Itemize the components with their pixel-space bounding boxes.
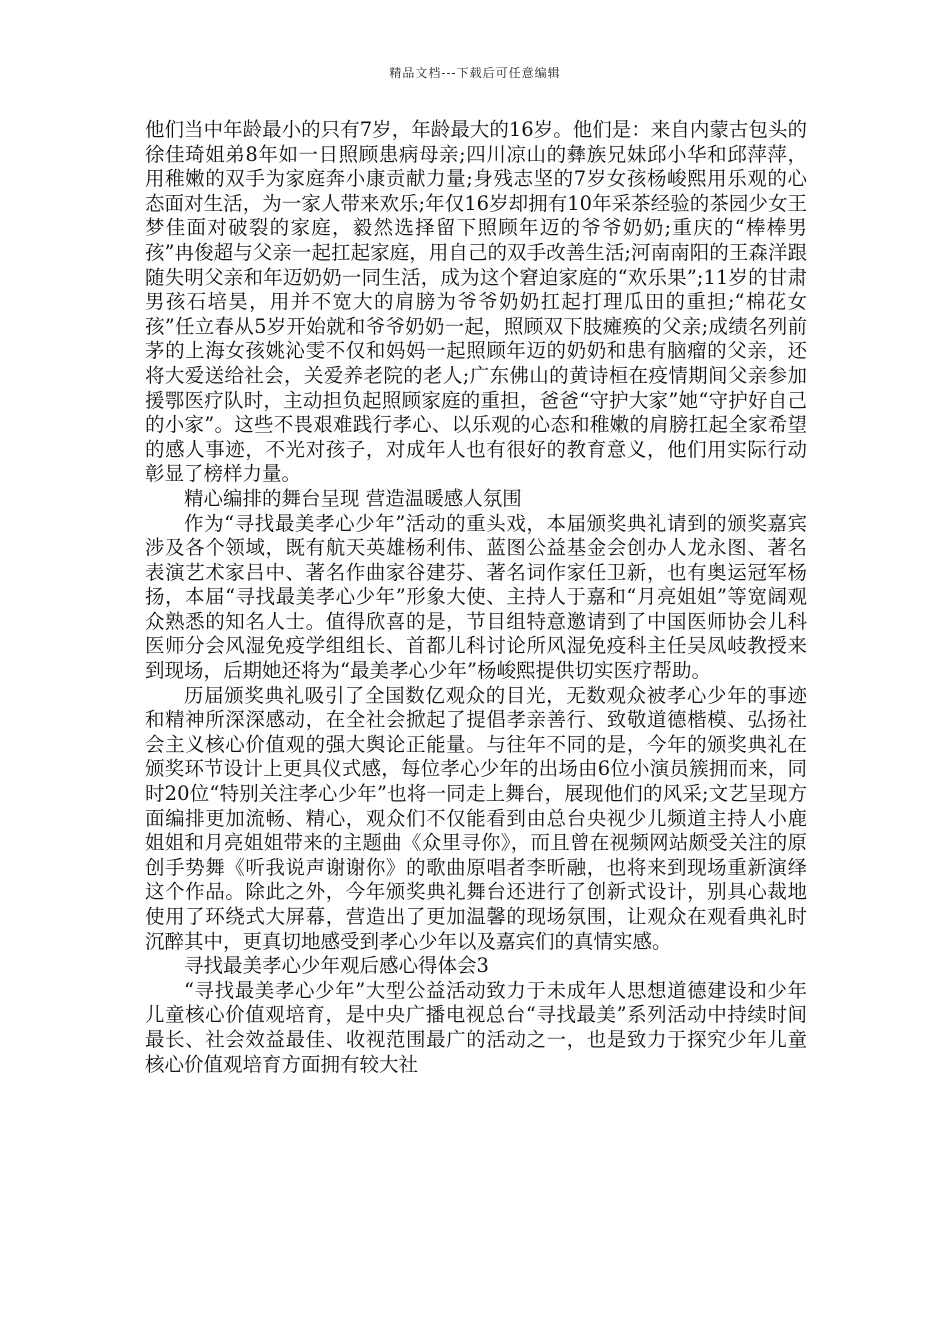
paragraph-1: 他们当中年龄最小的只有7岁，年龄最大的16岁。他们是：来自内蒙古包头的徐佳琦姐弟8年如一日照顾患病母亲;四川凉山的彝族兄妹邱小华和邱萍萍，用稚嫩的双手为家庭奔小康贡献力量;身残志坚的7岁女孩杨峻熙用乐观的心态面对生活，为一家人带来欢乐;年仅16岁却拥有10年采茶经验的茶园少女王梦佳面对破裂的家庭，毅然选择留下照顾年迈的爷爷奶奶;重庆的“棒棒男孩”冉俊超与父亲一起扛起家庭，用自己的双手改善生活;河南南阳的王森洋跟随失明父亲和年迈奶奶一同生活，成为这个窘迫家庭的“欢乐果”;11岁的甘肃男孩石培昊，用并不宽大的肩膀为爷爷奶奶扛起打理瓜田的重担;“棉花女孩”任立春从5岁开始就和爷爷奶奶一起，照顾双下肢瘫痪的父亲;成绩名列前茅的上海女孩姚沁雯不仅和妈妈一起照顾年迈的奶奶和患有脑瘤的父亲，还将大爱送给社会，关爱养老院的老人;广东佛山的黄诗桓在疫情期间父亲参加援鄂医疗队时，主动担负起照顾家庭的重担，爸爸“守护大家”她“守护好自己的小家”。这些不畏艰难践行孝心、以乐观的心态和稚嫩的肩膀扛起全家希望的感人事迹，不光对孩子，对成年人也有很好的教育意义，他们用实际行动彰显了榜样力量。: [145, 118, 807, 486]
section-heading-2: 寻找最美孝心少年观后感心得体会3: [184, 954, 489, 978]
paragraph-2: 作为“寻找最美孝心少年”活动的重头戏，本届颁奖典礼请到的颁奖嘉宾涉及各个领域，既有航天英雄杨利伟、蓝图公益基金会创办人龙永图、著名表演艺术家吕中、著名作曲家谷建芬、著名词作家任卫新，也有奥运冠军杨扬，本届“寻找最美孝心少年”形象大使、主持人于嘉和“月亮姐姐”等宽阔观众熟悉的知名人士。值得欣喜的是，节目组特意邀请到了中国医师协会儿科医师分会风湿免疫学组组长、首都儿科讨论所风湿免疫科主任吴凤岐教授来到现场，后期她还将为“最美孝心少年”杨峻熙提供切实医疗帮助。: [145, 511, 807, 683]
paragraph-3: 历届颁奖典礼吸引了全国数亿观众的目光，无数观众被孝心少年的事迹和精神所深深感动，在全社会掀起了提倡孝亲善行、致敬道德楷模、弘扬社会主义核心价值观的强大舆论正能量。与往年不同的是，今年的颁奖典礼在颁奖环节设计上更具仪式感，每位孝心少年的出场由6位小演员簇拥而来，同时20位“特别关注孝心少年”也将一同走上舞台，展现他们的风采;文艺呈现方面编排更加流畅、精心，观众们不仅能看到由总台央视少儿频道主持人小鹿姐姐和月亮姐姐带来的主题曲《众里寻你》，而且曾在视频网站颇受关注的原创手势舞《听我说声谢谢你》的歌曲原唱者李昕融，也将来到现场重新演绎这个作品。除此之外，今年颁奖典礼舞台还进行了创新式设计，别具心裁地使用了环绕式大屏幕，营造出了更加温馨的现场氛围，让观众在观看典礼时沉醉其中，更真切地感受到孝心少年以及嘉宾们的真情实感。: [145, 683, 807, 953]
document-body: [145, 118, 807, 1077]
section-heading-1: 精心编排的舞台呈现 营造温暖感人氛围: [184, 486, 522, 510]
page-header: 精品文档---下载后可任意编辑: [389, 66, 561, 80]
paragraph-4: “寻找最美孝心少年”大型公益活动致力于未成年人思想道德建设和少年儿童核心价值观培育，是中央广播电视总台“寻找最美”系列活动中持续时间最长、社会效益最佳、收视范围最广的活动之一，也是致力于探究少年儿童核心价值观培育方面拥有较大社: [145, 978, 807, 1076]
